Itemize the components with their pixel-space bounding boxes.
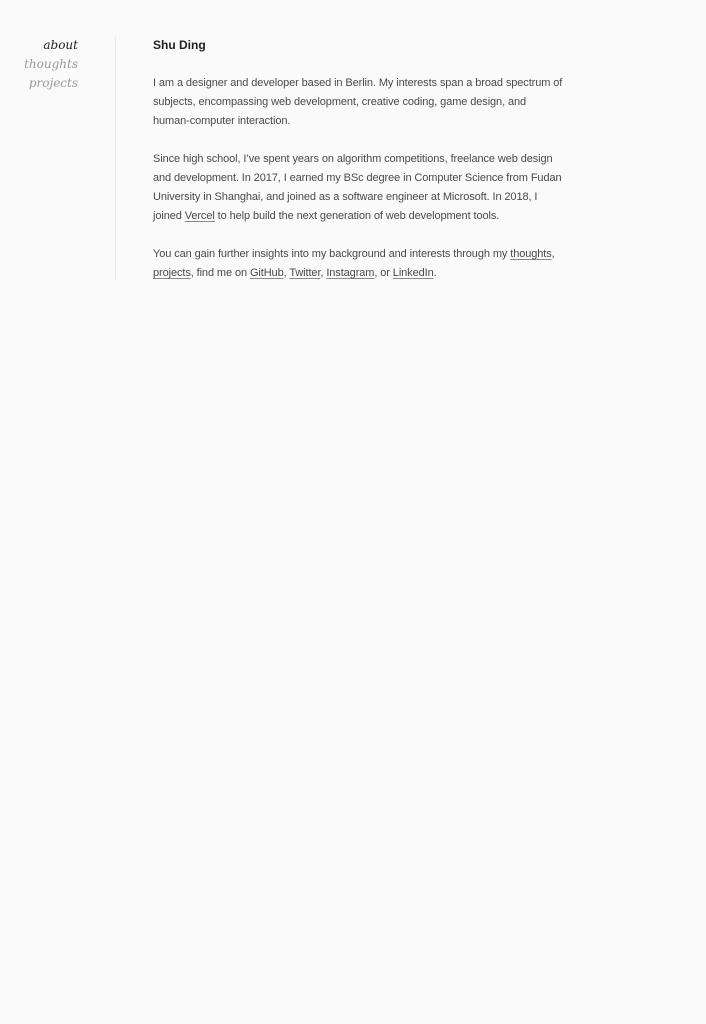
paragraph-text: You can gain further insights into my background and interests through my	[153, 248, 511, 260]
bio-paragraph-3	[153, 245, 565, 283]
nav-item-about[interactable]: about	[43, 38, 78, 52]
separator-text: ,	[320, 267, 327, 279]
paragraph-text: , find me on	[190, 267, 250, 279]
thoughts-link[interactable]: thoughts	[510, 248, 552, 260]
twitter-link[interactable]: Twitter	[289, 267, 321, 279]
github-link[interactable]: GitHub	[249, 267, 284, 279]
sidebar-nav	[0, 36, 116, 280]
paragraph-text: Since high school, I’ve spent years on algorithm competitions, freelance web design and development. In 2017, I earned my BSc degree in Computer Science from Fudan University in Shanghai, and joined as a software engineer at Microsoft. In 2018, I joined	[153, 153, 562, 222]
instagram-link[interactable]: Instagram	[326, 267, 375, 279]
vercel-link[interactable]: Vercel	[184, 210, 215, 222]
projects-link[interactable]: projects	[153, 267, 191, 279]
bio-paragraph-2	[153, 150, 565, 226]
separator-text: .	[433, 267, 437, 279]
nav-item-thoughts[interactable]: thoughts	[24, 57, 78, 71]
nav-item-projects[interactable]: projects	[28, 76, 78, 90]
separator-text: ,	[551, 248, 555, 260]
linkedin-link[interactable]: LinkedIn	[392, 267, 434, 279]
separator-text: ,	[283, 267, 290, 279]
page-title: Shu Ding	[153, 38, 206, 52]
separator-text: , or	[374, 267, 393, 279]
paragraph-text: to help build the next generation of web development tools.	[214, 210, 500, 222]
bio-paragraph-1: I am a designer and developer based in Berlin. My interests span a broad spectrum of subjects, encompassing web development, creative coding, game design, and human-computer interaction.	[153, 77, 563, 127]
main-content	[153, 36, 565, 302]
